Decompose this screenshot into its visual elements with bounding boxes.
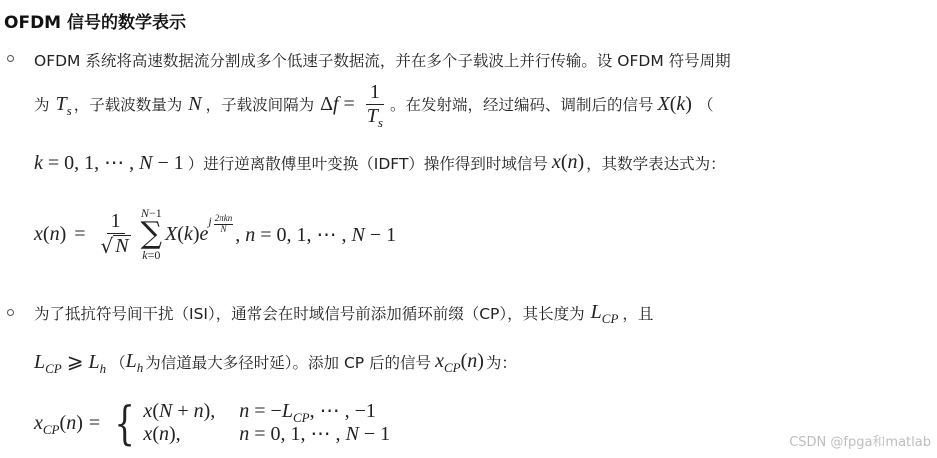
symbol-Xk: X(k) <box>657 92 692 115</box>
bullet1-line3-text-b: ，其数学表达式为： <box>586 154 726 173</box>
formula-k-range: k = 0, 1, ⋯ , N − 1 <box>34 152 184 174</box>
bullet2-line2-text-b: 为信道最大多径时延）。添加 CP 后的信号 <box>145 353 432 372</box>
bullet1-line1-text: OFDM 系统将高速数据流分割成多个低速子数据流，并在多个子载波上并行传输。设 OFDM 符号周期 <box>34 52 731 70</box>
formula-LCP-ge-Lh: $L_{CP}$ ⩾ $L_h$ <box>34 351 107 376</box>
fraction-1-over-Ts: $\frac{1}{T_s}$ <box>366 80 383 130</box>
bullet-marker-2 <box>7 309 14 316</box>
formula-cp <box>34 396 390 450</box>
bullet2-line2-text-c: 为： <box>485 353 517 372</box>
summation-symbol: N−1 ∑ k=0 <box>140 206 163 262</box>
formula-idft <box>34 200 396 268</box>
bullet-marker-1 <box>7 55 14 62</box>
bullet2-line1-text-a: 为了抵抗符号间干扰（ISI），通常会在时域信号前添加循环前缀（CP），其长度为 <box>34 304 585 323</box>
symbol-xCP: $x_{CP}(n)$ <box>435 350 484 375</box>
bullet2-line1-text-b: ，且 <box>622 304 654 323</box>
equals-sign: = <box>74 222 86 245</box>
bullet1-line2-text-a: 为 <box>34 96 50 114</box>
formula-delta-f: Δ f = $\frac{1}{T_s}$ <box>320 82 390 127</box>
fraction-1-over-sqrtN: 1 √ N <box>100 209 129 258</box>
symbol-LCP: $L_{CP}$ <box>590 301 619 326</box>
symbol-xn: x(n) <box>551 151 585 173</box>
bullet2-line1 <box>34 301 653 324</box>
exponent: j 2πkn N <box>208 212 233 234</box>
idft-rhs: X(k)e <box>165 222 209 245</box>
cp-lhs: $x_{CP}(n)$ <box>34 411 83 437</box>
bullet1-line3 <box>34 150 726 175</box>
bullet1-line2 <box>34 78 713 130</box>
bullet1-line2-text-e: （ <box>697 96 714 114</box>
bullet2-line2-text-a: （ <box>110 353 126 372</box>
bullet2-line2 <box>34 349 517 374</box>
equals-sign-2: = <box>88 411 101 434</box>
symbol-N: N <box>188 92 202 115</box>
left-brace: { <box>114 396 136 450</box>
bullet1-line3-text-a: ）进行逆离散傅里叶变换（IDFT）操作得到时域信号 <box>187 154 548 173</box>
bullet1-line1 <box>34 49 731 71</box>
bullet1-line2-text-b: ，子载波数量为 <box>73 96 183 114</box>
section-heading: OFDM 信号的数学表示 <box>4 13 187 33</box>
watermark: CSDN @fpga和matlab <box>789 435 931 450</box>
idft-lhs: x(n) <box>34 222 67 245</box>
bullet1-line2-text-c: ，子载波间隔为 <box>205 96 315 114</box>
piecewise-cases: x(N + n), $n = -L_{CP}$, ⋯ , −1 x(n), n = 0, 1, ⋯ , N − 1 <box>143 400 391 445</box>
idft-range: , n = 0, 1, ⋯ , N − 1 <box>235 223 397 246</box>
symbol-Ts: $T_s$ <box>55 92 72 118</box>
symbol-Lh: $L_h$ <box>125 350 144 375</box>
bullet1-line2-text-d: 。在发射端，经过编码、调制后的信号 <box>389 96 654 114</box>
